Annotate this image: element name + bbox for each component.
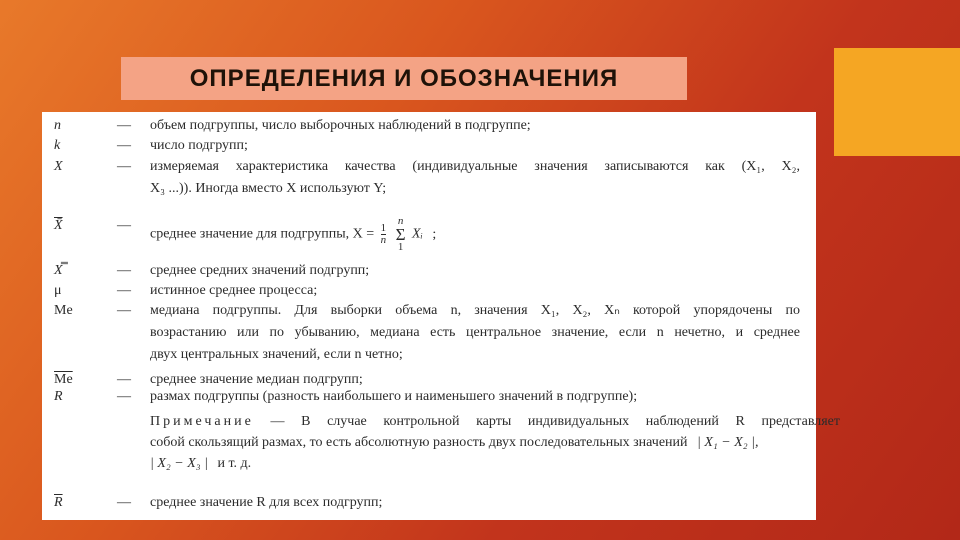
definition-dash: —	[117, 263, 131, 278]
note-formula: | X₂ − X₃ |	[150, 456, 208, 471]
slide-title: ОПРЕДЕЛЕНИЯ И ОБОЗНАЧЕНИЯ	[189, 64, 619, 92]
definition-symbol: X	[54, 159, 63, 174]
definition-dash: —	[117, 118, 131, 133]
note-text: — В случае контрольной карты индивидуальных наблюдений R представляет	[270, 414, 840, 429]
definition-text: среднее средних значений подгрупп;	[150, 263, 370, 278]
definition-text: возрастанию или по убыванию, медиана есть центральное значение, если n нечетно, и среднее	[150, 325, 800, 340]
title-box	[121, 57, 687, 100]
definition-dash: —	[117, 283, 131, 298]
definition-text: число подгрупп;	[150, 138, 248, 153]
definition-dash: —	[117, 218, 131, 233]
definition-symbol: X̿	[54, 263, 63, 278]
definition-dash: —	[117, 159, 131, 174]
note-formula: | X₁ − X₂ |,	[697, 435, 759, 450]
definition-text: измеряемая характеристика качества (индивидуальные значения записываются как (X₁, X₂,	[150, 159, 800, 174]
definition-text: истинное среднее процесса;	[150, 283, 318, 298]
note-line	[150, 454, 840, 475]
note-line	[150, 433, 840, 454]
document-panel	[42, 112, 840, 520]
definition-symbol: $\overline{R}$	[54, 495, 63, 510]
formula-term: Xᵢ	[412, 226, 423, 242]
definition-text: двух центральных значений, если n четно;	[150, 347, 403, 362]
definition-text: ;	[432, 226, 437, 242]
definition-dash: —	[117, 138, 131, 153]
note-text: собой скользящий размах, то есть абсолютную разность двух последовательных значений	[150, 435, 688, 450]
definition-text: среднее значение для подгруппы, X =	[150, 226, 375, 242]
definition-symbol: X̄	[54, 218, 63, 233]
definition-symbol: k	[54, 138, 61, 153]
sum-sign	[396, 216, 406, 253]
definition-text-with-formula	[150, 216, 800, 253]
definition-symbol: Me	[54, 303, 73, 318]
definition-text: среднее значение R для всех подгрупп;	[150, 495, 383, 510]
definition-dash: —	[117, 389, 131, 404]
definition-dash: —	[117, 372, 131, 387]
note-text: и т. д.	[217, 456, 252, 471]
definition-symbol: R	[54, 389, 63, 404]
fraction-denominator: n	[380, 234, 387, 246]
definition-text: объем подгруппы, число выборочных наблюдений в подгруппе;	[150, 118, 531, 133]
accent-square	[834, 48, 960, 156]
note-block	[150, 412, 840, 475]
sigma-symbol: Σ	[395, 225, 406, 244]
definition-dash: —	[117, 303, 131, 318]
definition-dash: —	[117, 495, 131, 510]
note-label: Примечание	[150, 414, 254, 429]
sum-top: n	[397, 215, 404, 227]
definition-text: X₃ ...)). Иногда вместо X используют Y;	[150, 181, 387, 196]
sum-bottom: 1	[397, 241, 404, 253]
definition-text: размах подгруппы (разность наибольшего и наименьшего значений в подгруппе);	[150, 389, 638, 404]
note-line	[150, 412, 840, 433]
definition-text: медиана подгруппы. Для выборки объема n, значения X₁, X₂, Xₙ которой упорядочены по	[150, 303, 800, 318]
definition-text: среднее значение медиан подгрупп;	[150, 372, 363, 387]
definition-symbol: $\overline{Me}$	[54, 372, 73, 387]
fraction	[381, 223, 387, 246]
fraction-numerator: 1	[380, 222, 387, 234]
definition-symbol: μ	[54, 283, 62, 298]
definition-symbol: n	[54, 118, 61, 133]
